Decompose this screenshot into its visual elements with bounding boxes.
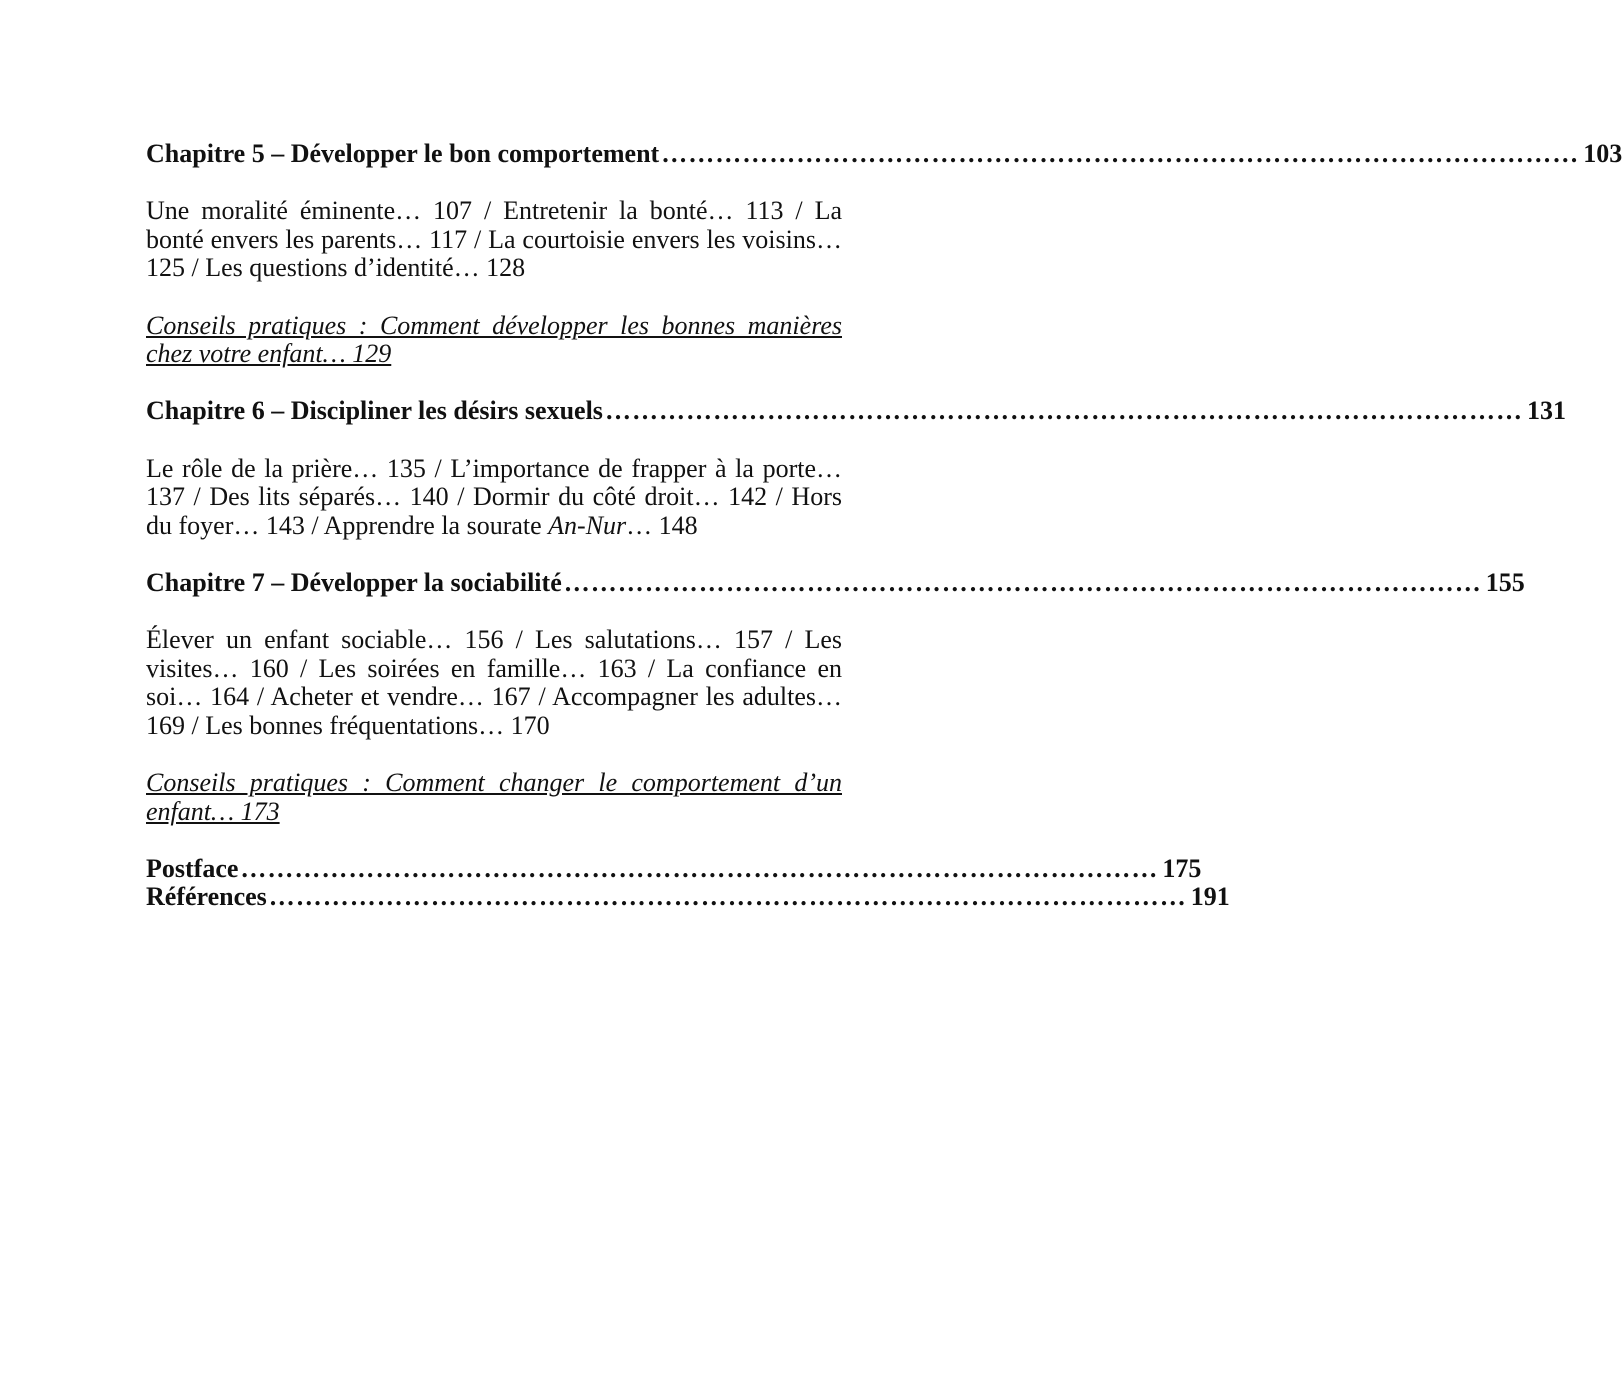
toc-entry-chapter-6 [146, 396, 1566, 426]
section-list-text: Une moralité éminente… 107 / Entretenir la bonté… 113 / La bonté envers les parents… 117 / La courtoisie envers les voisins… 125 / Les questions d’identité… 128 [146, 196, 842, 283]
section-list-text: Le rôle de la prière… 135 / L’importance de frapper à la porte… 137 / Des lits séparés… 140 / Dormir du côté droit… 142 / Hors du foyer… 143 / Apprendre la sourate [146, 453, 842, 540]
back-matter-title: Références [146, 882, 267, 912]
toc-entry-chapter-7 [146, 567, 1525, 598]
dot-leader: ………………………………………………………………………………………… [604, 396, 1523, 426]
back-matter-page-number: 191 [1190, 882, 1230, 912]
section-list-chapter-5 [146, 197, 842, 283]
toc-entry-references [146, 882, 1230, 912]
section-list-chapter-6 [146, 455, 842, 541]
dot-leader: ………………………………………………………………………………………… [563, 567, 1482, 597]
surah-name: An-Nur [548, 510, 627, 540]
toc-entry-chapter-5 [146, 139, 1622, 169]
back-matter-page-number: 175 [1162, 853, 1202, 883]
chapter-page-number: 103 [1583, 139, 1622, 168]
section-list-text-end: … 148 [626, 510, 698, 540]
chapter-page-number: 131 [1526, 396, 1566, 426]
chapter-page-number: 155 [1485, 567, 1525, 597]
chapter-title: Chapitre 7 – Développer la sociabilité [146, 567, 562, 597]
practical-tip-chapter-7: Conseils pratiques : Comment changer le comportement d’un enfant… 173 [146, 768, 842, 826]
section-list-text: Élever un enfant sociable… 156 / Les salutations… 157 / Les visites… 160 / Les soirées en famille… 163 / La confiance en soi… 164 / Acheter et vendre… 167 / Accompagner les adultes… 169 / Les bonnes fréquentations… 170 [146, 625, 842, 740]
toc-entry-postface [146, 853, 1202, 884]
practical-tip-chapter-5: Conseils pratiques : Comment développer les bonnes manières chez votre enfant… 129 [146, 310, 842, 369]
dot-leader: ………………………………………………………………………………………… [268, 882, 1187, 912]
back-matter-title: Postface [146, 853, 239, 883]
dot-leader: ………………………………………………………………………………………… [661, 139, 1580, 168]
chapter-title: Chapitre 5 – Développer le bon comportement [146, 139, 660, 168]
table-of-contents [146, 139, 1622, 912]
chapter-title: Chapitre 6 – Discipliner les désirs sexuels [146, 396, 603, 426]
section-list-chapter-7 [146, 626, 842, 740]
dot-leader: ………………………………………………………………………………………… [240, 853, 1159, 883]
